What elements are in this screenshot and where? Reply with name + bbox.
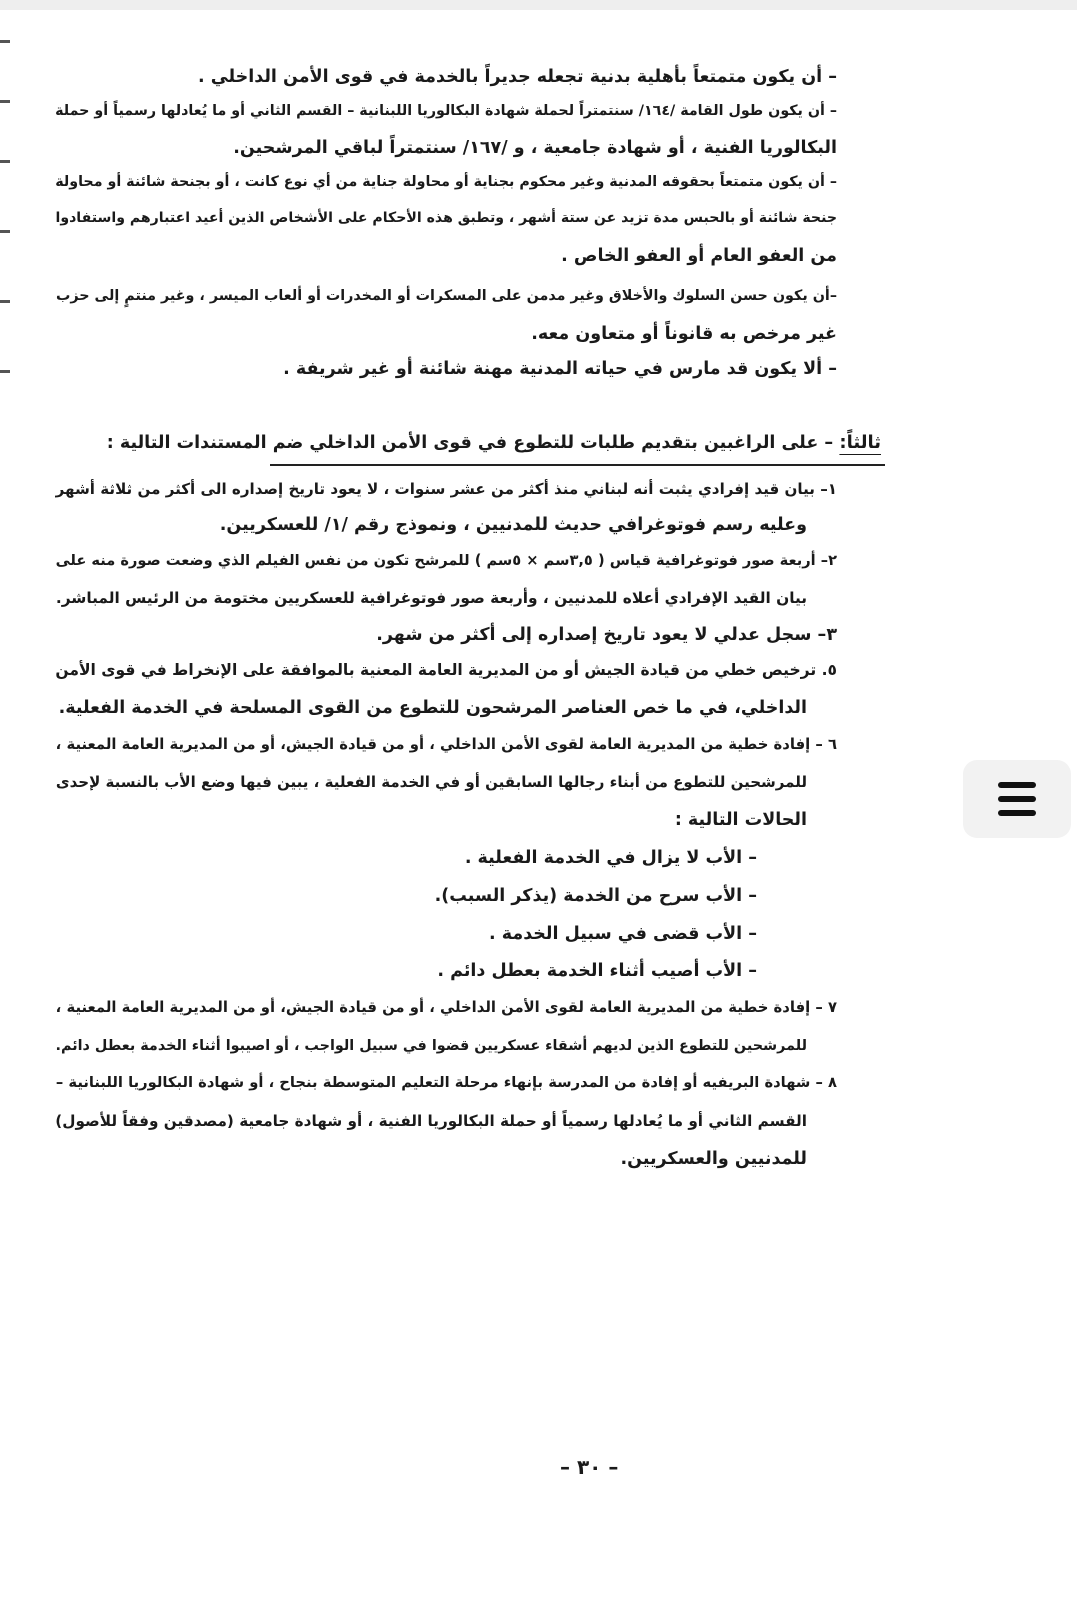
document-subitem: – الأب لا يزال في الخدمة الفعلية . [464,848,757,868]
condition-line: – أن يكون متمتعاً بحقوقه المدنية وغير محكوم بجناية أو محاولة جناية من أي نوع كانت ، أو بجنحة شائنة أو محاولة [55,174,837,190]
document-line: للمرشحين للتطوع من أبناء رجالها السابقين أو في الخدمة الفعلية ، يبين فيها وضع الأب بالنسبة لإحدى [55,773,807,791]
scan-edge-mark [0,370,10,373]
section-three-label: ثالثاً: [839,432,881,453]
document-line: ٥. ترخيص خطي من قيادة الجيش أو من المديرية العامة المعنية بالموافقة على الإنخراط في قوى الأمن [55,661,837,679]
condition-line: – ألا يكون قد مارس في حياته المدنية مهنة شائنة أو غير شريفة . [283,359,837,379]
condition-line: – أن يكون متمتعاً بأهلية بدنية تجعله جديراً بالخدمة في قوى الأمن الداخلي . [198,67,837,87]
scan-edge-mark [0,300,10,303]
document-line: القسم الثاني أو ما يُعادلها رسمياً أو حملة البكالوريا الفنية ، أو شهادة جامعية (مصدقين وفقاً للأصول) [55,1112,807,1130]
document-line: بيان القيد الإفرادي أعلاه للمدنيين ، وأربعة صور فوتوغرافية للعسكريين مختومة من الرئيس المباشر. [55,589,807,607]
section-three-heading-text: – على الراغبين بتقديم طلبات للتطوع في قوى الأمن الداخلي ضم المستندات التالية : [106,433,834,453]
scan-edge-mark [0,230,10,233]
section-three-heading [107,432,881,453]
document-line: ١– بيان قيد إفرادي يثبت أنه لبناني منذ أكثر من عشر سنوات ، لا يعود تاريخ إصداره الى أكثر من ثلاثة أشهر [55,480,837,498]
scan-edge-mark [0,160,10,163]
scan-edge-mark [0,40,10,43]
heading-underline [270,464,885,466]
document-line: ٣– سجل عدلي لا يعود تاريخ إصداره إلى أكثر من شهر. [376,625,837,645]
document-line: ٨ – شهادة البريفيه أو إفادة من المدرسة بإنهاء مرحلة التعليم المتوسطة بنجاح ، أو شهادة البكالوريا اللبنانية – [55,1074,837,1091]
document-line: ٧ – إفادة خطية من المديرية العامة لقوى الأمن الداخلي ، أو من قيادة الجيش، أو من المديرية العامة المعنية ، [55,999,837,1016]
menu-button[interactable] [963,760,1071,838]
scan-edge-mark [0,100,10,103]
document-line: وعليه رسم فوتوغرافي حديث للمدنيين ، ونموذج رقم /١/ للعسكريين. [219,515,807,535]
document-subitem: – الأب قضى في سبيل الخدمة . [489,924,757,944]
condition-line: من العفو العام أو العفو الخاص . [561,246,837,266]
document-line: للمدنيين والعسكريين. [620,1149,807,1169]
document-line: الحالات التالية : [674,810,807,830]
condition-line: جنحة شائنة أو بالحبس مدة تزيد عن ستة أشهر ، وتطبق هذه الأحكام على الأشخاص الذين أعيد اعتبارهم واستفادوا [55,210,837,226]
document-line: ٦ – إفادة خطية من المديرية العامة لقوى الأمن الداخلي ، أو من قيادة الجيش، أو من المديرية العامة المعنية ، [55,736,837,753]
document-line: للمرشحين للتطوع الذين لديهم أشقاء عسكريين قضوا في سبيل الواجب ، أو اصيبوا أثناء الخدمة بعطل دائم. [55,1038,807,1054]
document-subitem: – الأب سرح من الخدمة (يذكر السبب). [434,886,757,906]
document-line: الداخلي، في ما خص العناصر المرشحون للتطوع من القوى المسلحة في الخدمة الفعلية. [58,698,807,718]
condition-line: غير مرخص به قانوناً أو متعاون معه. [531,324,837,344]
document-subitem: – الأب أصيب أثناء الخدمة بعطل دائم . [437,961,757,981]
page-number: – ٣٠ – [560,1455,619,1479]
condition-line: –أن يكون حسن السلوك والأخلاق وغير مدمن على المسكرات أو المخدرات أو ألعاب الميسر ، وغير منتمٍ إلى حزب [55,288,837,304]
condition-line: – أن يكون طول القامة /١٦٤/ سنتمتراً لحملة شهادة البكالوريا اللبنانية – القسم الثاني أو ما يُعادلها رسمياً أو حملة [55,103,837,119]
document-line: ٢– أربعة صور فوتوغرافية قياس ( ٣,٥سم × ٥سم ) للمرشح تكون من نفس الفيلم الذي وضعت صورة منه على [55,552,837,569]
hamburger-icon [998,782,1036,816]
condition-line: البكالوريا الفنية ، أو شهادة جامعية ، و /١٦٧/ سنتمتراً لباقي المرشحين. [233,138,837,158]
